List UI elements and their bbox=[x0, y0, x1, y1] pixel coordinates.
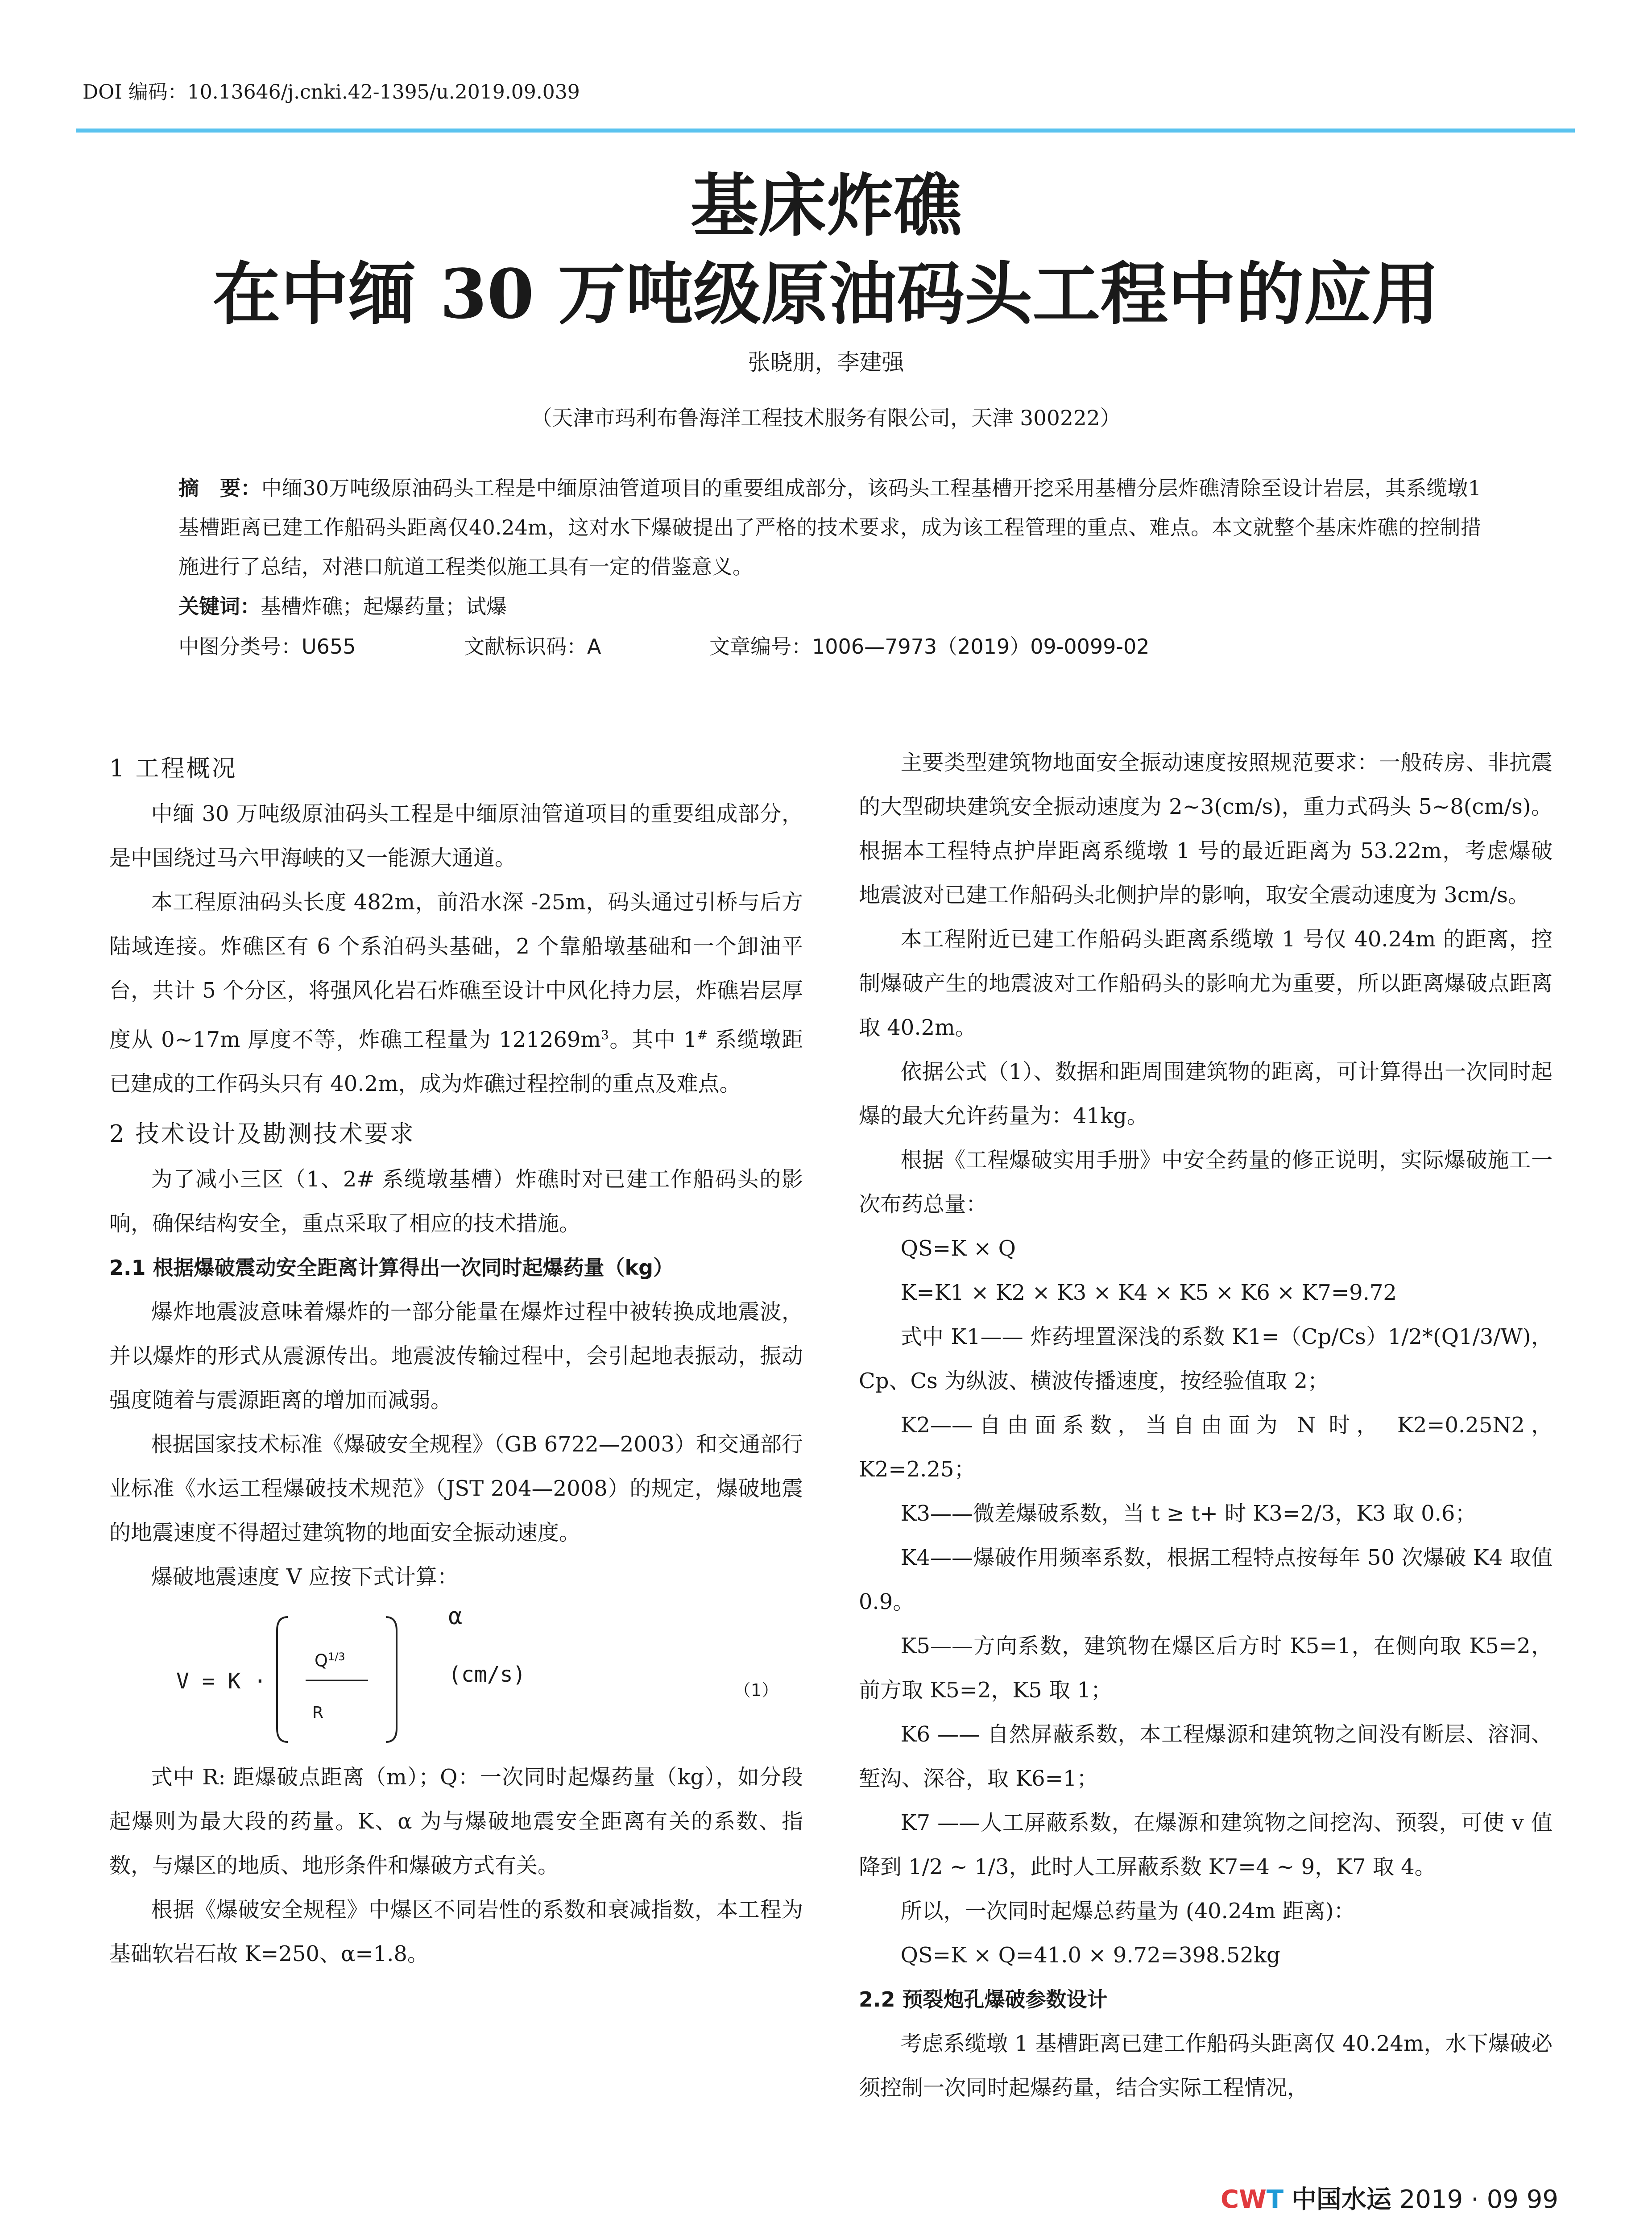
paragraph: 所以，一次同时起爆总药量为 (40.24m 距离)： bbox=[900, 1899, 1355, 1924]
paragraph: 根据《爆破安全规程》中爆区不同岩性的系数和衰减指数，本工程为基础软岩石故 K=250、α=1.8。 bbox=[109, 1897, 803, 1966]
formula-denominator: R bbox=[312, 1704, 324, 1722]
formula-unit: (cm/s) bbox=[448, 1662, 526, 1687]
paragraph: 主要类型建筑物地面安全振动速度按照规范要求：一般砖房、非抗震的大型砌块建筑安全振动速度为 2~3(cm/s)，重力式码头 5~8(cm/s)。根据本工程特点护岸距离系缆墩 1 号的最近距离为 53.22m，考虑爆破地震波对已建工作船码头北侧护岸的影响，取安全震动速度为 3cm/s。 bbox=[859, 750, 1553, 908]
section-2-heading: 2 技术设计及勘测技术要求 bbox=[109, 1120, 415, 1148]
paragraph: K2——自由面系数，当自由面为 N 时， K2=0.25N2，K2=2.25； bbox=[859, 1413, 1553, 1482]
equation-line: K=K1 × K2 × K3 × K4 × K5 × K6 × K7=9.72 bbox=[900, 1280, 1397, 1305]
keywords-label: 关键词： bbox=[178, 594, 261, 618]
paragraph: K5——方向系数，建筑物在爆区后方时 K5=1，在侧向取 K5=2，前方取 K5=2，K5 取 1； bbox=[859, 1634, 1553, 1703]
document-code: 文献标识码：A bbox=[464, 634, 601, 659]
paragraph: 根据《工程爆破实用手册》中安全药量的修正说明，实际爆破施工一次布药总量： bbox=[859, 1148, 1553, 1217]
journal-name: 中国水运 bbox=[1291, 2185, 1391, 2214]
paragraph: K6 —— 自然屏蔽系数，本工程爆源和建筑物之间没有断层、溶洞、堑沟、深谷，取 K6=1； bbox=[859, 1722, 1553, 1791]
affiliation: （天津市玛利布鲁海洋工程技术服务有限公司，天津 300222） bbox=[531, 406, 1121, 431]
paragraph: K4——爆破作用频率系数，根据工程特点按每年 50 次爆破 K4 取值 0.9。 bbox=[859, 1545, 1553, 1614]
section-1-heading: 1 工程概况 bbox=[109, 755, 237, 782]
paragraph: 考虑系缆墩 1 基槽距离已建工作船码头距离仅 40.24m，水下爆破必须控制一次同时起爆药量，结合实际工程情况， bbox=[859, 2031, 1553, 2100]
paragraph: 式中 K1—— 炸药埋置深浅的系数 K1=（Cp/Cs）1/2*(Q1/3/W)，Cp、Cs 为纵波、横波传播速度，按经验值取 2； bbox=[859, 1324, 1553, 1393]
paragraph: 依据公式（1）、数据和距周围建筑物的距离，可计算得出一次同时起爆的最大允许药量为：41kg。 bbox=[859, 1059, 1553, 1128]
formula-numerator: $Q^{1/3}$ bbox=[315, 1650, 345, 1671]
issue-number: 2019 · 09 bbox=[1399, 2185, 1519, 2214]
subsection-2-2-heading: 2.2 预裂炮孔爆破参数设计 bbox=[859, 1987, 1108, 2011]
header-rule bbox=[76, 129, 1575, 133]
paragraph: 中缅 30 万吨级原油码头工程是中缅原油管道项目的重要组成部分，是中国绕过马六甲海峡的又一能源大通道。 bbox=[109, 801, 803, 871]
article-number: 文章编号：1006—7973（2019）09-0099-02 bbox=[709, 634, 1150, 659]
paragraph: 爆破地震速度 V 应按下式计算： bbox=[151, 1564, 459, 1589]
authors: 张晓朋，李建强 bbox=[748, 349, 904, 375]
paragraph: 本工程附近已建工作船码头距离系缆墩 1 号仅 40.24m 的距离，控制爆破产生的地震波对工作船码头的影响尤为重要，所以距离爆破点距离取 40.2m。 bbox=[859, 927, 1553, 1040]
journal-logo: CWT bbox=[1221, 2185, 1284, 2214]
formula-lhs: V = K · bbox=[176, 1669, 267, 1694]
title-line-1: 基床炸礁 bbox=[690, 166, 962, 245]
paragraph: 爆炸地震波意味着爆炸的一部分能量在爆炸过程中被转换成地震波，并以爆炸的形式从震源传出。地震波传输过程中，会引起地表振动，振动强度随着与震源距离的增加而减弱。 bbox=[109, 1299, 803, 1413]
page-number: 99 bbox=[1526, 2185, 1558, 2214]
equation-line: QS=K × Q=41.0 × 9.72=398.52kg bbox=[900, 1943, 1280, 1968]
abstract-label: 摘 要： bbox=[178, 476, 261, 500]
equation-line: QS=K × Q bbox=[900, 1236, 1016, 1261]
paragraph: 式中 R: 距爆破点距离（m）；Q：一次同时起爆药量（kg），如分段起爆则为最大段的药量。K、α 为与爆破地震安全距离有关的系数、指数，与爆区的地质、地形条件和爆破方式有关。 bbox=[109, 1765, 803, 1878]
classification-line bbox=[178, 627, 1481, 666]
formula-1 bbox=[109, 1604, 803, 1751]
paragraph: K7 ——人工屏蔽系数，在爆源和建筑物之间挖沟、预裂，可使 v 值降到 1/2 ~ 1/3，此时人工屏蔽系数 K7=4 ~ 9，K7 取 4。 bbox=[859, 1810, 1553, 1879]
paragraph: K3——微差爆破系数，当 t ≥ t+ 时 K3=2/3，K3 取 0.6； bbox=[900, 1501, 1477, 1526]
abstract-text: 中缅30万吨级原油码头工程是中缅原油管道项目的重要组成部分，该码头工程基槽开挖采用基槽分层炸礁清除至设计岩层，其系缆墩1基槽距离已建工作船码头距离仅40.24m，这对水下爆破提出了严格的技术要求，成为该工程管理的重点、难点。本文就整个基床炸礁的控制措施进行了总结，对港口航道工程类似施工具有一定的借鉴意义。 bbox=[178, 476, 1482, 579]
clc-number: 中图分类号：U655 bbox=[178, 634, 356, 659]
subsection-2-1-heading: 2.1 根据爆破震动安全距离计算得出一次同时起爆药量（kg） bbox=[109, 1256, 674, 1280]
left-column bbox=[109, 741, 803, 1976]
keywords bbox=[178, 587, 1481, 626]
paragraph: 为了减小三区（1、2# 系缆墩基槽）炸礁时对已建工作船码头的影响，确保结构安全，重点采取了相应的技术措施。 bbox=[109, 1167, 803, 1236]
formula-number: （1） bbox=[734, 1680, 779, 1700]
keywords-text: 基槽炸礁；起爆药量；试爆 bbox=[261, 594, 507, 618]
formula-exponent: α bbox=[448, 1603, 463, 1630]
title-line-2: 在中缅 30 万吨级原油码头工程中的应用 bbox=[212, 254, 1440, 334]
paragraph: 根据国家技术标准《爆破安全规程》（GB 6722—2003）和交通部行业标准《水运工程爆破技术规范》（JST 204—2008）的规定，爆破地震的地震速度不得超过建筑物的地面安全振动速度。 bbox=[109, 1432, 803, 1545]
right-column bbox=[859, 741, 1553, 2110]
abstract bbox=[178, 469, 1481, 586]
doi-line: DOI 编码：10.13646/j.cnki.42-1395/u.2019.09.039 bbox=[83, 81, 580, 104]
paragraph: 本工程原油码头长度 482m，前沿水深 -25m，码头通过引桥与后方陆域连接。炸礁区有 6 个系泊码头基础，2 个靠船墩基础和一个卸油平台，共计 5 个分区，将强风化岩石炸礁至设计中风化持力层，炸礁岩层厚度从 0~17m 厚度不等，炸礁工程量为 $121269m^3$。其中 1# 系缆墩距已建成的工作码头只有 40.2m，成为炸礁过程控制的重点及难点。 bbox=[109, 890, 803, 1096]
page-footer bbox=[1221, 2180, 1558, 2215]
